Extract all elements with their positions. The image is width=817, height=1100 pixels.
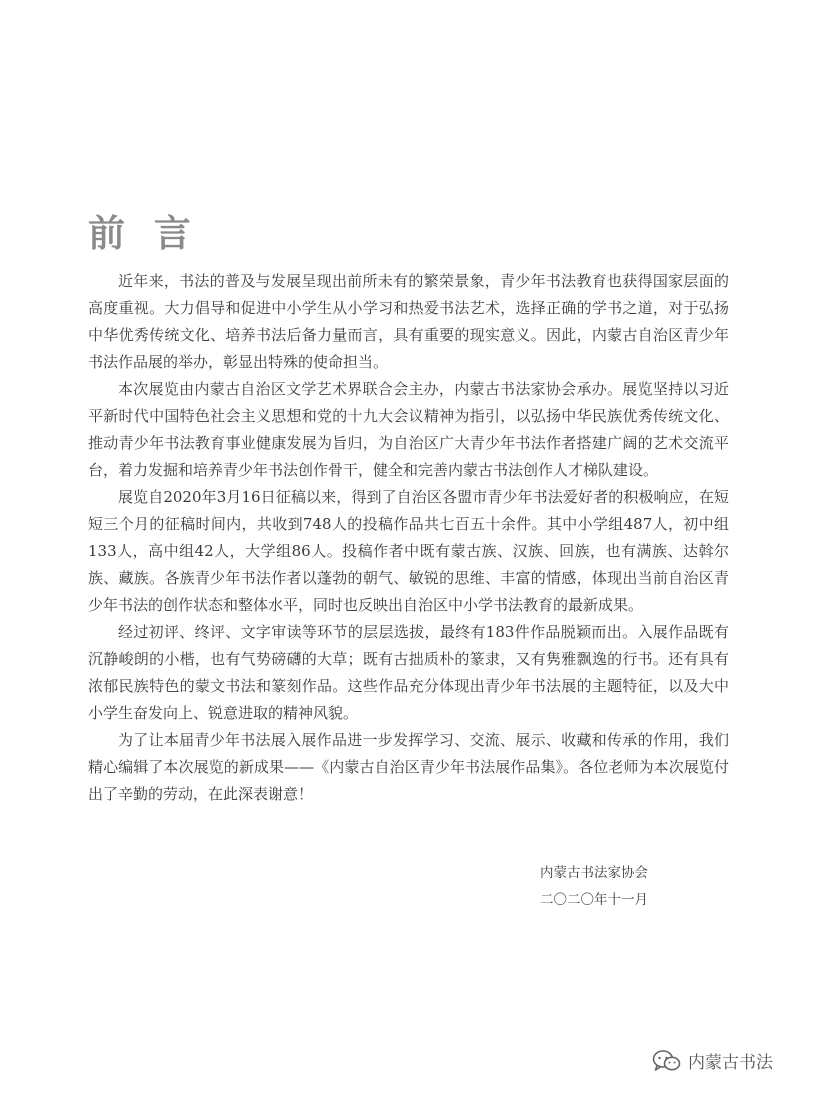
signature-organization: 内蒙古书法家协会 — [540, 865, 648, 881]
preface-body — [88, 268, 729, 808]
page-title: 前 言 — [88, 212, 199, 255]
watermark-text: 内蒙古书法 — [688, 1053, 773, 1073]
paragraph-1: 近年来，书法的普及与发展呈现出前所未有的繁荣景象，青少年书法教育也获得国家层面的高度重视。大力倡导和促进中小学生从小学习和热爱书法艺术，选择正确的学书之道，对于弘扬中华优秀传统文化、培养书法后备力量而言，具有重要的现实意义。因此，内蒙古自治区青少年书法作品展的举办，彰显出特殊的使命担当。 — [88, 272, 729, 371]
signature-block — [540, 860, 648, 914]
paragraph-3: 展览自2020年3月16日征稿以来，得到了自治区各盟市青少年书法爱好者的积极响应，在短短三个月的征稿时间内，共收到748人的投稿作品共七百五十余件。其中小学组487人，初中组133人，高中组42人，大学组86人。投稿作者中既有蒙古族、汉族、回族，也有满族、达斡尔族、藏族。各族青少年书法作者以蓬勃的朝气、敏锐的思维、丰富的情感，体现出当前自治区青少年书法的创作状态和整体水平，同时也反映出自治区中小学书法教育的最新成果。 — [88, 488, 729, 614]
paragraph-4: 经过初评、终评、文字审读等环节的层层选拔，最终有183件作品脱颖而出。入展作品既有沉静峻朗的小楷，也有气势磅礴的大草；既有古拙质朴的篆隶，又有隽雅飘逸的行书。还有具有浓郁民族特色的蒙文书法和篆刻作品。这些作品充分体现出青少年书法展的主题特征，以及大中小学生奋发向上、锐意进取的精神风貌。 — [88, 623, 729, 722]
paragraph-2: 本次展览由内蒙古自治区文学艺术界联合会主办，内蒙古书法家协会承办。展览坚持以习近平新时代中国特色社会主义思想和党的十九大会议精神为指引，以弘扬中华民族优秀传统文化、推动青少年书法教育事业健康发展为旨归，为自治区广大青少年书法作者搭建广阔的艺术交流平台，着力发掘和培养青少年书法创作骨干，健全和完善内蒙古书法创作人才梯队建设。 — [88, 380, 729, 479]
signature-date: 二〇二〇年十一月 — [540, 892, 648, 908]
paragraph-5: 为了让本届青少年书法展入展作品进一步发挥学习、交流、展示、收藏和传承的作用，我们精心编辑了本次展览的新成果——《内蒙古自治区青少年书法展作品集》。各位老师为本次展览付出了辛勤的劳动，在此深表谢意！ — [88, 731, 729, 803]
wechat-icon — [652, 1049, 682, 1073]
watermark — [652, 1048, 773, 1073]
